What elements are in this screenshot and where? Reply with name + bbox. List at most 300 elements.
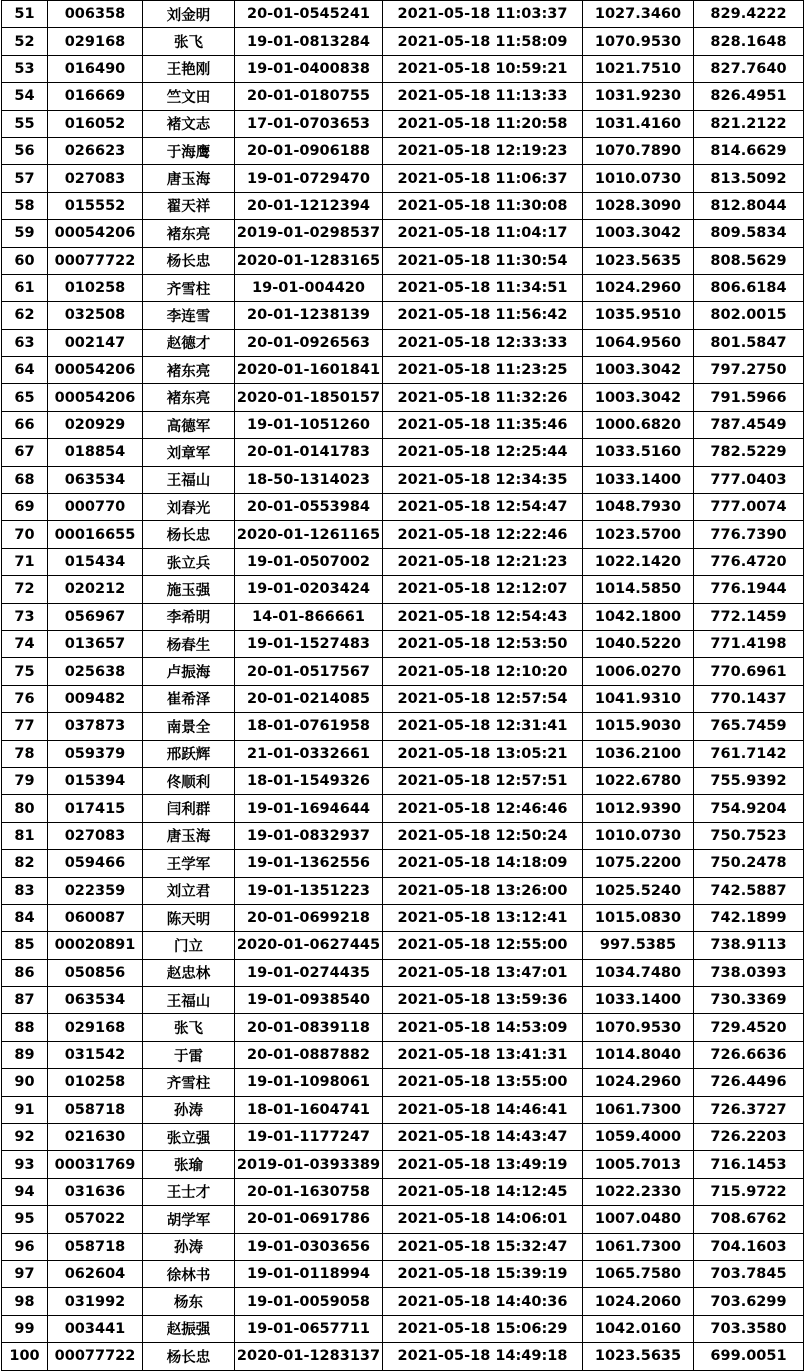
rank-cell: 76: [2, 685, 48, 712]
certificate-cell: 20-01-0691786: [235, 1206, 383, 1233]
value-a-cell: 1010.0730: [583, 165, 694, 192]
value-b-cell: 776.4720: [694, 548, 804, 575]
member-id-cell: 017415: [48, 795, 143, 822]
member-id-cell: 026623: [48, 137, 143, 164]
rank-cell: 72: [2, 576, 48, 603]
value-b-cell: 771.4198: [694, 630, 804, 657]
table-row: [2, 521, 804, 548]
name-cell: 陈天明: [143, 904, 235, 931]
certificate-cell: 19-01-1351223: [235, 877, 383, 904]
name-cell: 邢跃辉: [143, 740, 235, 767]
table-row: [2, 987, 804, 1014]
table-row: [2, 685, 804, 712]
rank-cell: 93: [2, 1151, 48, 1178]
name-cell: 闫利群: [143, 795, 235, 822]
value-a-cell: 1012.9390: [583, 795, 694, 822]
rank-cell: 67: [2, 439, 48, 466]
name-cell: 褚文志: [143, 110, 235, 137]
value-b-cell: 813.5092: [694, 165, 804, 192]
name-cell: 李连雪: [143, 302, 235, 329]
member-id-cell: 00054206: [48, 384, 143, 411]
value-b-cell: 703.6299: [694, 1288, 804, 1315]
rank-cell: 95: [2, 1206, 48, 1233]
rank-cell: 74: [2, 630, 48, 657]
value-b-cell: 726.3727: [694, 1096, 804, 1123]
member-id-cell: 058718: [48, 1096, 143, 1123]
results-table-body: [2, 1, 804, 1371]
member-id-cell: 003441: [48, 1315, 143, 1342]
table-row: [2, 1260, 804, 1287]
value-a-cell: 1006.0270: [583, 658, 694, 685]
certificate-cell: 18-50-1314023: [235, 466, 383, 493]
time-cell: 2021-05-18 12:19:23: [383, 137, 583, 164]
name-cell: 张瑜: [143, 1151, 235, 1178]
certificate-cell: 2020-01-0627445: [235, 932, 383, 959]
value-a-cell: 1022.1420: [583, 548, 694, 575]
time-cell: 2021-05-18 12:10:20: [383, 658, 583, 685]
value-b-cell: 750.7523: [694, 822, 804, 849]
table-row: [2, 329, 804, 356]
rank-cell: 94: [2, 1178, 48, 1205]
table-row: [2, 576, 804, 603]
member-id-cell: 018854: [48, 439, 143, 466]
member-id-cell: 027083: [48, 165, 143, 192]
certificate-cell: 20-01-0839118: [235, 1014, 383, 1041]
table-row: [2, 1206, 804, 1233]
rank-cell: 89: [2, 1041, 48, 1068]
member-id-cell: 025638: [48, 658, 143, 685]
value-a-cell: 1059.4000: [583, 1124, 694, 1151]
table-row: [2, 1151, 804, 1178]
member-id-cell: 058718: [48, 1233, 143, 1260]
value-b-cell: 729.4520: [694, 1014, 804, 1041]
member-id-cell: 00054206: [48, 357, 143, 384]
table-row: [2, 137, 804, 164]
time-cell: 2021-05-18 12:33:33: [383, 329, 583, 356]
value-b-cell: 765.7459: [694, 713, 804, 740]
time-cell: 2021-05-18 12:34:35: [383, 466, 583, 493]
time-cell: 2021-05-18 12:31:41: [383, 713, 583, 740]
member-id-cell: 037873: [48, 713, 143, 740]
rank-cell: 58: [2, 192, 48, 219]
name-cell: 赵振强: [143, 1315, 235, 1342]
member-id-cell: 015394: [48, 767, 143, 794]
table-row: [2, 1315, 804, 1342]
value-b-cell: 699.0051: [694, 1343, 804, 1370]
value-a-cell: 1027.3460: [583, 1, 694, 28]
table-row: [2, 165, 804, 192]
table-row: [2, 932, 804, 959]
rank-cell: 97: [2, 1260, 48, 1287]
table-row: [2, 28, 804, 55]
certificate-cell: 19-01-0118994: [235, 1260, 383, 1287]
member-id-cell: 021630: [48, 1124, 143, 1151]
time-cell: 2021-05-18 12:54:43: [383, 603, 583, 630]
value-b-cell: 806.6184: [694, 274, 804, 301]
value-b-cell: 742.1899: [694, 904, 804, 931]
member-id-cell: 029168: [48, 28, 143, 55]
value-a-cell: 1007.0480: [583, 1206, 694, 1233]
time-cell: 2021-05-18 12:46:46: [383, 795, 583, 822]
member-id-cell: 020929: [48, 411, 143, 438]
rank-cell: 52: [2, 28, 48, 55]
rank-cell: 56: [2, 137, 48, 164]
rank-cell: 99: [2, 1315, 48, 1342]
certificate-cell: 19-01-0657711: [235, 1315, 383, 1342]
certificate-cell: 20-01-1630758: [235, 1178, 383, 1205]
name-cell: 王福山: [143, 466, 235, 493]
value-b-cell: 704.1603: [694, 1233, 804, 1260]
table-row: [2, 1233, 804, 1260]
time-cell: 2021-05-18 12:21:23: [383, 548, 583, 575]
table-row: [2, 357, 804, 384]
results-table: [1, 0, 804, 1371]
rank-cell: 62: [2, 302, 48, 329]
value-a-cell: 1005.7013: [583, 1151, 694, 1178]
time-cell: 2021-05-18 12:57:54: [383, 685, 583, 712]
value-a-cell: 1070.9530: [583, 28, 694, 55]
certificate-cell: 2020-01-1283137: [235, 1343, 383, 1370]
certificate-cell: 20-01-0887882: [235, 1041, 383, 1068]
value-b-cell: 809.5834: [694, 220, 804, 247]
value-b-cell: 726.2203: [694, 1124, 804, 1151]
name-cell: 唐玉海: [143, 165, 235, 192]
table-row: [2, 1069, 804, 1096]
name-cell: 刘章军: [143, 439, 235, 466]
rank-cell: 70: [2, 521, 48, 548]
value-b-cell: 777.0074: [694, 494, 804, 521]
value-b-cell: 787.4549: [694, 411, 804, 438]
member-id-cell: 031636: [48, 1178, 143, 1205]
rank-cell: 82: [2, 850, 48, 877]
name-cell: 张飞: [143, 28, 235, 55]
member-id-cell: 00077722: [48, 247, 143, 274]
name-cell: 刘金明: [143, 1, 235, 28]
certificate-cell: 17-01-0703653: [235, 110, 383, 137]
table-row: [2, 1124, 804, 1151]
time-cell: 2021-05-18 12:12:07: [383, 576, 583, 603]
member-id-cell: 020212: [48, 576, 143, 603]
rank-cell: 69: [2, 494, 48, 521]
value-a-cell: 1033.1400: [583, 987, 694, 1014]
table-row: [2, 1041, 804, 1068]
value-b-cell: 772.1459: [694, 603, 804, 630]
table-row: [2, 822, 804, 849]
name-cell: 杨春生: [143, 630, 235, 657]
time-cell: 2021-05-18 13:05:21: [383, 740, 583, 767]
value-a-cell: 1024.2960: [583, 274, 694, 301]
value-b-cell: 814.6629: [694, 137, 804, 164]
value-a-cell: 1070.7890: [583, 137, 694, 164]
rank-cell: 59: [2, 220, 48, 247]
member-id-cell: 009482: [48, 685, 143, 712]
value-b-cell: 761.7142: [694, 740, 804, 767]
name-cell: 张立兵: [143, 548, 235, 575]
value-b-cell: 829.4222: [694, 1, 804, 28]
time-cell: 2021-05-18 11:35:46: [383, 411, 583, 438]
value-b-cell: 776.7390: [694, 521, 804, 548]
certificate-cell: 20-01-0141783: [235, 439, 383, 466]
value-a-cell: 1065.7580: [583, 1260, 694, 1287]
member-id-cell: 059466: [48, 850, 143, 877]
rank-cell: 51: [2, 1, 48, 28]
member-id-cell: 006358: [48, 1, 143, 28]
time-cell: 2021-05-18 13:55:00: [383, 1069, 583, 1096]
certificate-cell: 14-01-866661: [235, 603, 383, 630]
certificate-cell: 19-01-0729470: [235, 165, 383, 192]
value-b-cell: 716.1453: [694, 1151, 804, 1178]
member-id-cell: 010258: [48, 274, 143, 301]
value-b-cell: 812.8044: [694, 192, 804, 219]
time-cell: 2021-05-18 15:39:19: [383, 1260, 583, 1287]
rank-cell: 61: [2, 274, 48, 301]
value-b-cell: 828.1648: [694, 28, 804, 55]
member-id-cell: 016052: [48, 110, 143, 137]
certificate-cell: 19-01-0303656: [235, 1233, 383, 1260]
time-cell: 2021-05-18 11:23:25: [383, 357, 583, 384]
name-cell: 于海鹰: [143, 137, 235, 164]
value-a-cell: 1041.9310: [583, 685, 694, 712]
time-cell: 2021-05-18 12:25:44: [383, 439, 583, 466]
name-cell: 张飞: [143, 1014, 235, 1041]
rank-cell: 60: [2, 247, 48, 274]
table-row: [2, 658, 804, 685]
rank-cell: 66: [2, 411, 48, 438]
member-id-cell: 002147: [48, 329, 143, 356]
member-id-cell: 00054206: [48, 220, 143, 247]
name-cell: 刘春光: [143, 494, 235, 521]
value-a-cell: 1028.3090: [583, 192, 694, 219]
rank-cell: 77: [2, 713, 48, 740]
name-cell: 王福山: [143, 987, 235, 1014]
time-cell: 2021-05-18 12:55:00: [383, 932, 583, 959]
name-cell: 高德军: [143, 411, 235, 438]
rank-cell: 78: [2, 740, 48, 767]
time-cell: 2021-05-18 12:53:50: [383, 630, 583, 657]
member-id-cell: 016669: [48, 83, 143, 110]
time-cell: 2021-05-18 13:41:31: [383, 1041, 583, 1068]
value-b-cell: 770.1437: [694, 685, 804, 712]
certificate-cell: 19-01-1098061: [235, 1069, 383, 1096]
certificate-cell: 18-01-1604741: [235, 1096, 383, 1123]
value-a-cell: 1031.9230: [583, 83, 694, 110]
certificate-cell: 21-01-0332661: [235, 740, 383, 767]
rank-cell: 90: [2, 1069, 48, 1096]
value-b-cell: 750.2478: [694, 850, 804, 877]
time-cell: 2021-05-18 13:59:36: [383, 987, 583, 1014]
certificate-cell: 19-01-0059058: [235, 1288, 383, 1315]
value-a-cell: 1033.5160: [583, 439, 694, 466]
value-b-cell: 782.5229: [694, 439, 804, 466]
name-cell: 褚东亮: [143, 220, 235, 247]
table-row: [2, 850, 804, 877]
time-cell: 2021-05-18 11:06:37: [383, 165, 583, 192]
member-id-cell: 063534: [48, 466, 143, 493]
value-a-cell: 1014.8040: [583, 1041, 694, 1068]
member-id-cell: 056967: [48, 603, 143, 630]
name-cell: 褚东亮: [143, 384, 235, 411]
value-b-cell: 708.6762: [694, 1206, 804, 1233]
value-a-cell: 1040.5220: [583, 630, 694, 657]
value-a-cell: 997.5385: [583, 932, 694, 959]
value-a-cell: 1014.5850: [583, 576, 694, 603]
value-b-cell: 754.9204: [694, 795, 804, 822]
rank-cell: 53: [2, 55, 48, 82]
rank-cell: 71: [2, 548, 48, 575]
name-cell: 胡学军: [143, 1206, 235, 1233]
value-a-cell: 1023.5635: [583, 1343, 694, 1370]
time-cell: 2021-05-18 13:12:41: [383, 904, 583, 931]
member-id-cell: 010258: [48, 1069, 143, 1096]
member-id-cell: 027083: [48, 822, 143, 849]
certificate-cell: 2019-01-0298537: [235, 220, 383, 247]
value-a-cell: 1025.5240: [583, 877, 694, 904]
value-b-cell: 826.4951: [694, 83, 804, 110]
time-cell: 2021-05-18 14:18:09: [383, 850, 583, 877]
member-id-cell: 016490: [48, 55, 143, 82]
rank-cell: 54: [2, 83, 48, 110]
time-cell: 2021-05-18 13:49:19: [383, 1151, 583, 1178]
name-cell: 杨长忠: [143, 247, 235, 274]
value-a-cell: 1064.9560: [583, 329, 694, 356]
table-row: [2, 795, 804, 822]
value-a-cell: 1070.9530: [583, 1014, 694, 1041]
value-a-cell: 1000.6820: [583, 411, 694, 438]
rank-cell: 68: [2, 466, 48, 493]
name-cell: 褚东亮: [143, 357, 235, 384]
table-row: [2, 904, 804, 931]
time-cell: 2021-05-18 12:57:51: [383, 767, 583, 794]
rank-cell: 96: [2, 1233, 48, 1260]
certificate-cell: 2020-01-1601841: [235, 357, 383, 384]
member-id-cell: 00077722: [48, 1343, 143, 1370]
member-id-cell: 032508: [48, 302, 143, 329]
value-a-cell: 1061.7300: [583, 1233, 694, 1260]
time-cell: 2021-05-18 11:13:33: [383, 83, 583, 110]
rank-cell: 83: [2, 877, 48, 904]
table-row: [2, 466, 804, 493]
value-b-cell: 821.2122: [694, 110, 804, 137]
table-row: [2, 274, 804, 301]
name-cell: 崔希泽: [143, 685, 235, 712]
rank-cell: 91: [2, 1096, 48, 1123]
member-id-cell: 060087: [48, 904, 143, 931]
rank-cell: 100: [2, 1343, 48, 1370]
table-row: [2, 603, 804, 630]
rank-cell: 63: [2, 329, 48, 356]
table-row: [2, 959, 804, 986]
name-cell: 杨长忠: [143, 1343, 235, 1370]
value-b-cell: 726.4496: [694, 1069, 804, 1096]
value-b-cell: 742.5887: [694, 877, 804, 904]
rank-cell: 75: [2, 658, 48, 685]
time-cell: 2021-05-18 11:20:58: [383, 110, 583, 137]
certificate-cell: 20-01-0906188: [235, 137, 383, 164]
table-row: [2, 877, 804, 904]
value-a-cell: 1015.9030: [583, 713, 694, 740]
table-row: [2, 740, 804, 767]
time-cell: 2021-05-18 15:06:29: [383, 1315, 583, 1342]
value-a-cell: 1024.2060: [583, 1288, 694, 1315]
value-b-cell: 801.5847: [694, 329, 804, 356]
certificate-cell: 20-01-1212394: [235, 192, 383, 219]
certificate-cell: 2020-01-1283165: [235, 247, 383, 274]
table-row: [2, 220, 804, 247]
member-id-cell: 031992: [48, 1288, 143, 1315]
certificate-cell: 19-01-004420: [235, 274, 383, 301]
name-cell: 刘立君: [143, 877, 235, 904]
table-row: [2, 1014, 804, 1041]
certificate-cell: 20-01-0699218: [235, 904, 383, 931]
value-b-cell: 827.7640: [694, 55, 804, 82]
member-id-cell: 013657: [48, 630, 143, 657]
rank-cell: 80: [2, 795, 48, 822]
name-cell: 杨东: [143, 1288, 235, 1315]
value-a-cell: 1034.7480: [583, 959, 694, 986]
certificate-cell: 2019-01-0393389: [235, 1151, 383, 1178]
time-cell: 2021-05-18 11:56:42: [383, 302, 583, 329]
name-cell: 卢振海: [143, 658, 235, 685]
name-cell: 南景全: [143, 713, 235, 740]
value-a-cell: 1042.1800: [583, 603, 694, 630]
member-id-cell: 000770: [48, 494, 143, 521]
name-cell: 赵德才: [143, 329, 235, 356]
value-a-cell: 1048.7930: [583, 494, 694, 521]
value-a-cell: 1036.2100: [583, 740, 694, 767]
certificate-cell: 20-01-0214085: [235, 685, 383, 712]
value-b-cell: 770.6961: [694, 658, 804, 685]
value-a-cell: 1031.4160: [583, 110, 694, 137]
value-a-cell: 1061.7300: [583, 1096, 694, 1123]
time-cell: 2021-05-18 14:12:45: [383, 1178, 583, 1205]
name-cell: 李希明: [143, 603, 235, 630]
rank-cell: 88: [2, 1014, 48, 1041]
value-b-cell: 791.5966: [694, 384, 804, 411]
certificate-cell: 19-01-0400838: [235, 55, 383, 82]
name-cell: 杨长忠: [143, 521, 235, 548]
certificate-cell: 19-01-1362556: [235, 850, 383, 877]
rank-cell: 87: [2, 987, 48, 1014]
name-cell: 王士才: [143, 1178, 235, 1205]
rank-cell: 86: [2, 959, 48, 986]
rank-cell: 84: [2, 904, 48, 931]
name-cell: 孙涛: [143, 1233, 235, 1260]
table-row: [2, 1343, 804, 1370]
certificate-cell: 20-01-0180755: [235, 83, 383, 110]
certificate-cell: 19-01-0813284: [235, 28, 383, 55]
value-b-cell: 738.0393: [694, 959, 804, 986]
name-cell: 赵忠林: [143, 959, 235, 986]
table-row: [2, 1, 804, 28]
table-row: [2, 384, 804, 411]
rank-cell: 73: [2, 603, 48, 630]
value-b-cell: 738.9113: [694, 932, 804, 959]
value-b-cell: 703.7845: [694, 1260, 804, 1287]
rank-cell: 98: [2, 1288, 48, 1315]
certificate-cell: 19-01-1694644: [235, 795, 383, 822]
member-id-cell: 031542: [48, 1041, 143, 1068]
name-cell: 唐玉海: [143, 822, 235, 849]
member-id-cell: 00031769: [48, 1151, 143, 1178]
table-row: [2, 1096, 804, 1123]
table-row: [2, 1288, 804, 1315]
member-id-cell: 050856: [48, 959, 143, 986]
value-b-cell: 755.9392: [694, 767, 804, 794]
value-b-cell: 715.9722: [694, 1178, 804, 1205]
name-cell: 孙涛: [143, 1096, 235, 1123]
value-a-cell: 1042.0160: [583, 1315, 694, 1342]
value-a-cell: 1010.0730: [583, 822, 694, 849]
